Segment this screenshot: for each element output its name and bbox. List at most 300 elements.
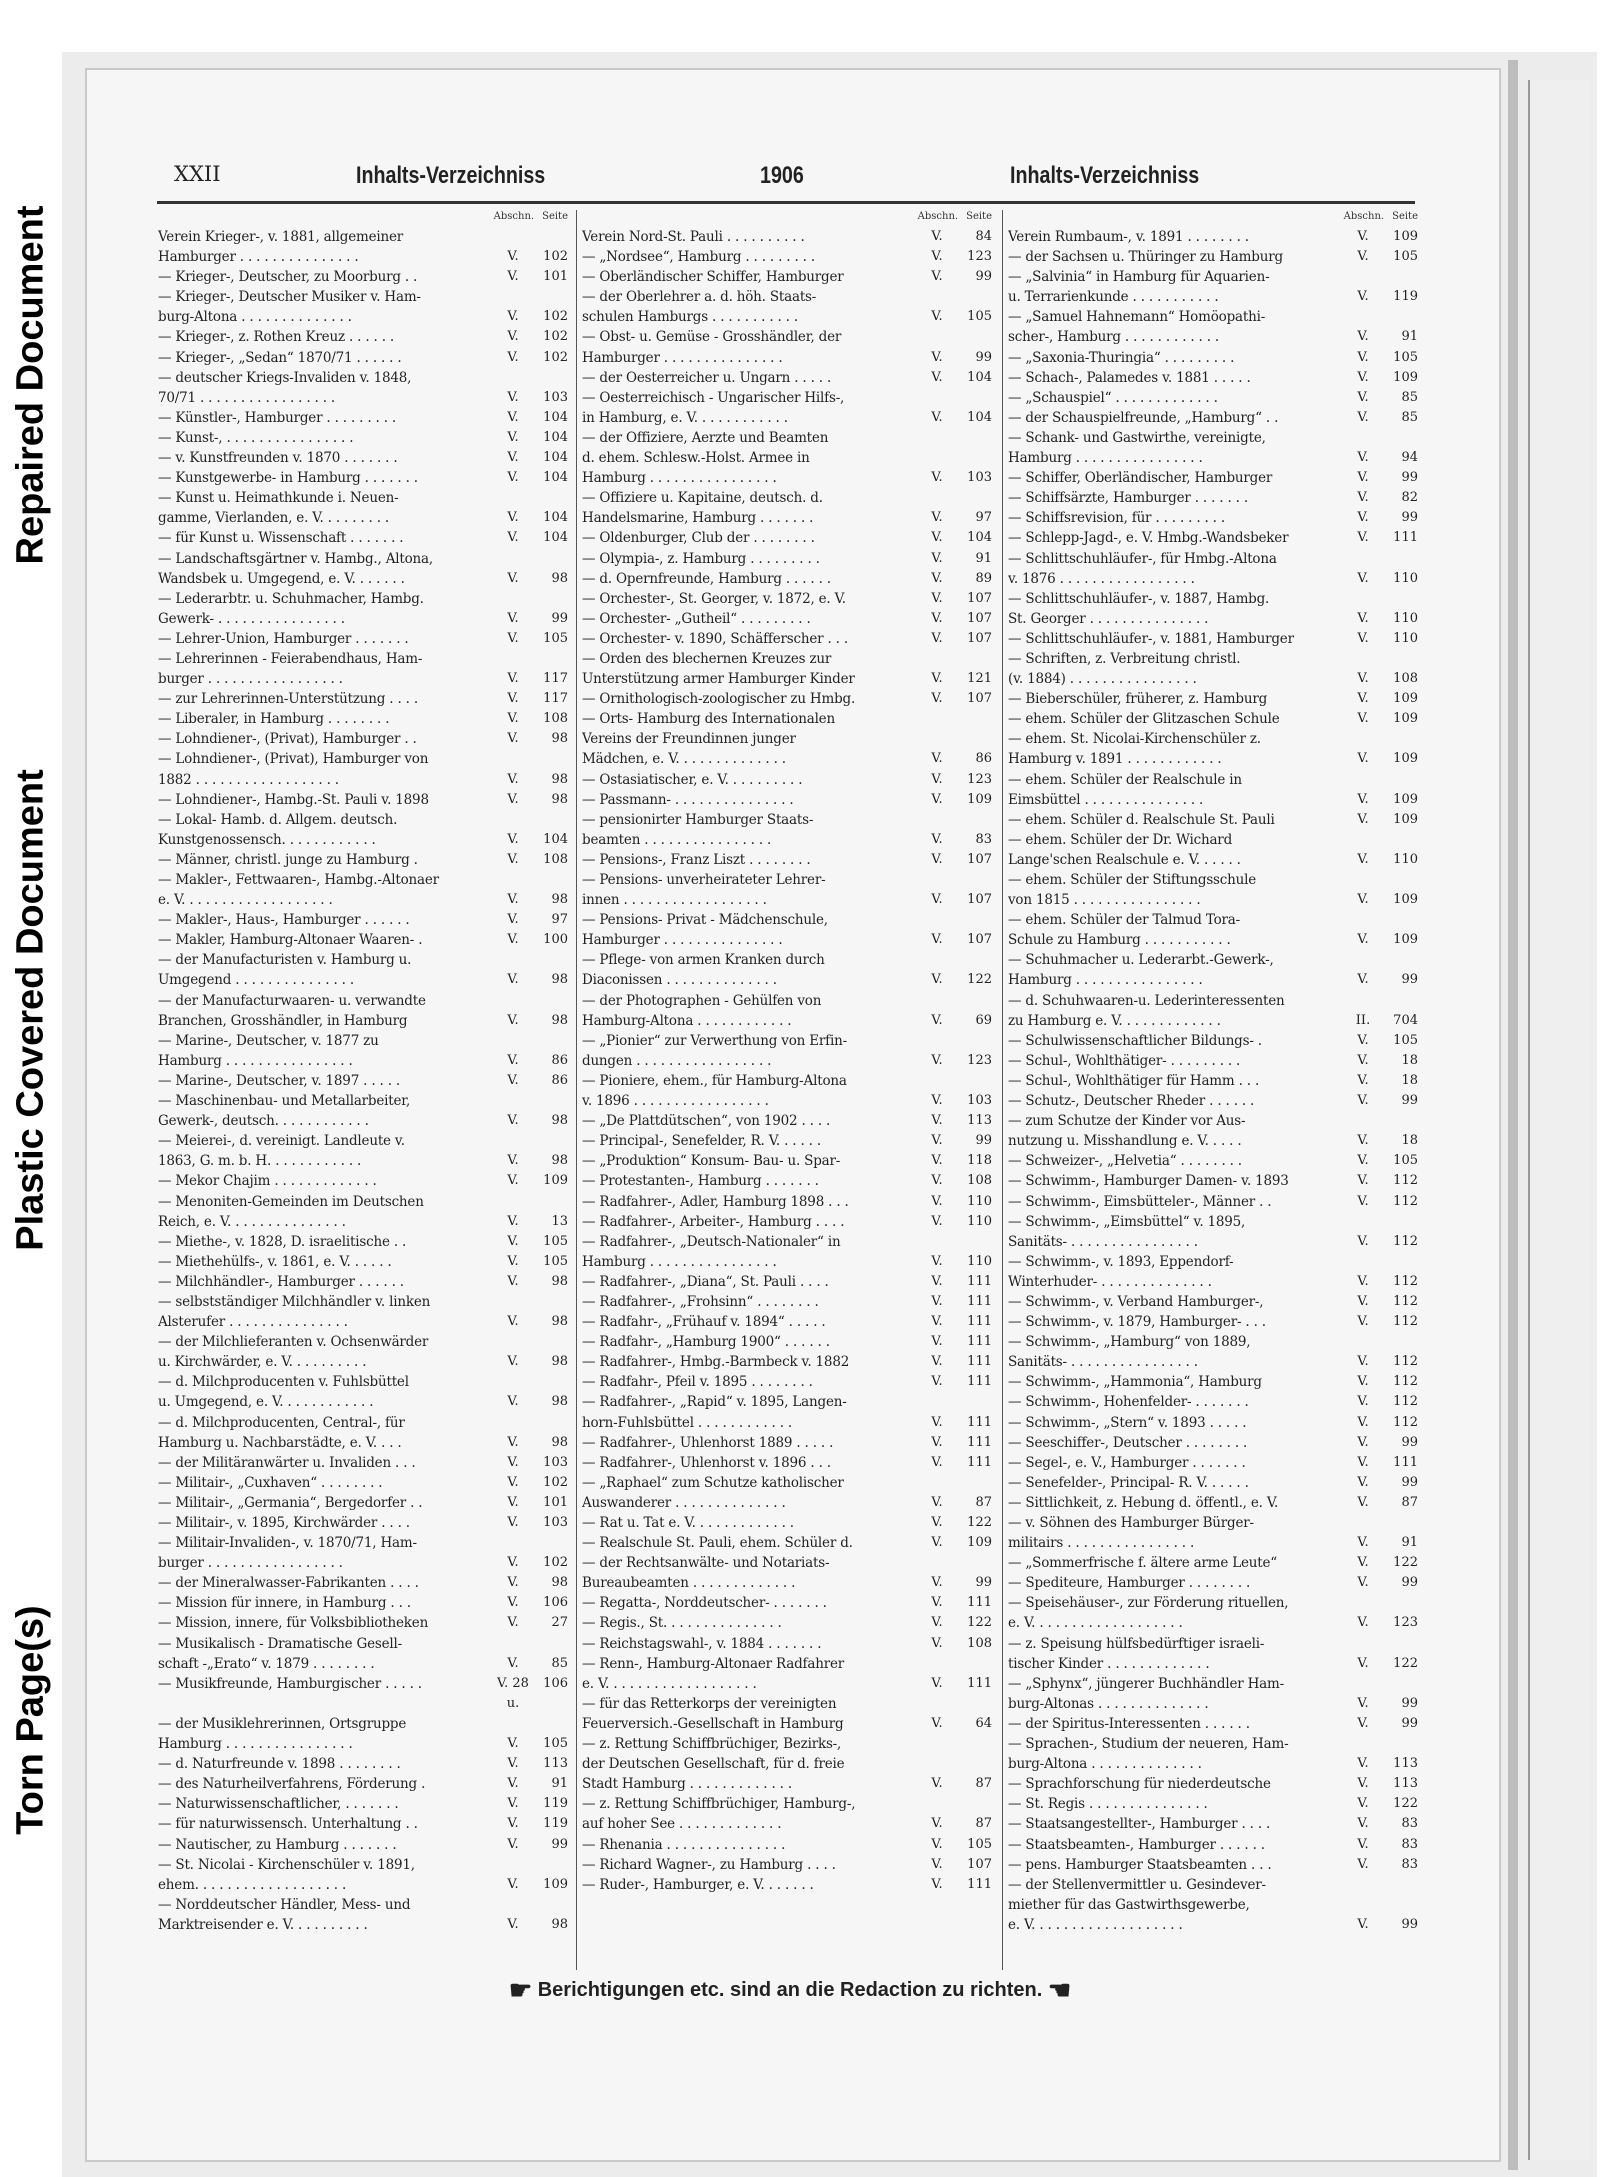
index-entry: [582, 1272, 992, 1292]
entry-section: V.: [507, 671, 519, 687]
index-entry: [1008, 1212, 1418, 1232]
index-entry: [1008, 247, 1418, 267]
entry-text: — Mekor Chajim . . . . . . . . . . . . .: [158, 1173, 377, 1190]
entry-section: V.: [507, 731, 519, 747]
entry-text: — Landschaftsgärtner v. Hambg., Altona,: [158, 550, 433, 567]
index-entry: [582, 669, 992, 689]
entry-text: — Norddeutscher Händler, Mess- und: [158, 1896, 411, 1913]
entry-text: — Radfahrer-, Arbeiter-, Hamburg . . . .: [582, 1213, 845, 1230]
entry-page: 108: [967, 1173, 992, 1189]
index-entry: [1008, 1513, 1418, 1533]
entry-page: 122: [1393, 1796, 1418, 1812]
index-entry: [582, 870, 992, 890]
entry-text: — d. Schuhwaaren-u. Lederinteressenten: [1008, 992, 1285, 1009]
entry-text: — Militair-Invaliden-, v. 1870/71, Ham-: [158, 1535, 417, 1552]
entry-page: 99: [1401, 510, 1418, 526]
index-entry: [582, 1654, 992, 1674]
index-entry: [582, 227, 992, 247]
entry-text: — Lehrer-Union, Hamburger . . . . . . .: [158, 630, 409, 647]
entry-section: V.: [1357, 1233, 1369, 1249]
entry-section: V.: [931, 570, 943, 586]
entry-section: V.: [931, 691, 943, 707]
entry-text: — ehem. Schüler d. Realschule St. Pauli: [1008, 811, 1275, 828]
entry-text: burger . . . . . . . . . . . . . . . . .: [158, 671, 343, 688]
entry-text: Auswanderer . . . . . . . . . . . . . .: [582, 1494, 786, 1511]
entry-section: V.: [507, 932, 519, 948]
entry-section: V.: [507, 1916, 519, 1932]
index-entry: [582, 1774, 992, 1794]
entry-page: 109: [967, 1535, 992, 1551]
entry-section: V.: [507, 1273, 519, 1289]
entry-text: Hamburg . . . . . . . . . . . . . . . .: [1008, 450, 1203, 467]
entry-section: V.: [1357, 1032, 1369, 1048]
index-entry: [158, 1433, 568, 1453]
entry-section: V.: [507, 309, 519, 325]
entry-text: — Schwimm-, v. Verband Hamburger-,: [1008, 1293, 1264, 1310]
index-entry: [582, 1011, 992, 1031]
index-entry: [582, 1392, 992, 1412]
entry-page: 110: [1393, 610, 1418, 626]
index-entry: [158, 669, 568, 689]
entry-page: 105: [543, 630, 568, 646]
entry-text: — „De Plattdütschen“, von 1902 . . . .: [582, 1113, 831, 1130]
index-entry: [1008, 348, 1418, 368]
index-entry: [158, 1151, 568, 1171]
entry-text: — z. Rettung Schiffbrüchiger, Hamburg-,: [582, 1796, 856, 1813]
entry-text: innen . . . . . . . . . . . . . . . . . .: [582, 892, 767, 909]
index-entry: [1008, 1473, 1418, 1493]
entry-section: V.: [1357, 791, 1369, 807]
entry-page: 94: [1401, 450, 1418, 466]
entry-page: 110: [1393, 630, 1418, 646]
entry-page: 109: [1393, 791, 1418, 807]
index-entry: [582, 368, 992, 388]
index-entry: [582, 830, 992, 850]
index-entry: [158, 910, 568, 930]
index-entry: [582, 629, 992, 649]
entry-text: — Sprachforschung für niederdeutsche: [1008, 1776, 1271, 1793]
entry-page: 85: [551, 1655, 568, 1671]
entry-page: 87: [975, 1776, 992, 1792]
entry-page: 83: [1401, 1856, 1418, 1872]
entry-page: 122: [967, 1615, 992, 1631]
index-entry: [582, 1553, 992, 1573]
entry-section: V.: [507, 1354, 519, 1370]
index-entry: [158, 307, 568, 327]
index-entry: [1008, 1453, 1418, 1473]
entry-text: — „Pionier“ zur Verwerthung von Erfin-: [582, 1032, 847, 1049]
entry-section: V.: [931, 1213, 943, 1229]
index-entry: [582, 991, 992, 1011]
entry-text: — Ruder-, Hamburger, e. V. . . . . . .: [582, 1876, 814, 1893]
entry-page: 91: [1401, 329, 1418, 345]
entry-page: 103: [967, 470, 992, 486]
entry-text: scher-, Hamburg . . . . . . . . . . . .: [1008, 329, 1220, 346]
entry-text: — Bieberschüler, früherer, z. Hamburg: [1008, 691, 1268, 708]
entry-text: — Regis., St. . . . . . . . . . . . . . .: [582, 1615, 782, 1632]
entry-section: V.: [931, 831, 943, 847]
side-label-strip: [0, 0, 62, 2177]
entry-text: — Krieger-, Deutscher, zu Moorburg . .: [158, 269, 418, 286]
entry-text: — Lehrerinnen - Feierabendhaus, Ham-: [158, 650, 423, 667]
index-entry: [582, 1131, 992, 1151]
entry-text: — Principal-, Senefelder, R. V. . . . . .: [582, 1133, 821, 1150]
index-entry: [1008, 890, 1418, 910]
entry-section: V.: [507, 1515, 519, 1530]
entry-text: — Radfahrer-, Uhlenhorst v. 1896 . . .: [582, 1454, 831, 1471]
entry-text: e. V. . . . . . . . . . . . . . . . . . .: [582, 1675, 757, 1692]
entry-text: — der Stellenvermittler u. Gesindever-: [1008, 1876, 1266, 1893]
entry-text: e. V. . . . . . . . . . . . . . . . . . .: [1008, 1916, 1183, 1933]
index-entry: [582, 1071, 992, 1091]
entry-text: — Lohndiener-, (Privat), Hamburger . .: [158, 731, 417, 748]
index-entry: [582, 749, 992, 769]
entry-page: 101: [543, 269, 568, 285]
index-entry: [1008, 368, 1418, 388]
index-entry: [582, 950, 992, 970]
index-entry: [582, 589, 992, 609]
entry-text: — Pioniere, ehem., für Hamburg-Altona: [582, 1072, 847, 1089]
entry-text: 1863, G. m. b. H. . . . . . . . . . . .: [158, 1153, 362, 1170]
entry-page: 104: [543, 409, 568, 425]
entry-page: 98: [551, 1434, 568, 1450]
index-entry: [582, 1433, 992, 1453]
entry-text: — Radfahrer-, Adler, Hamburg 1898 . . .: [582, 1193, 849, 1210]
entry-text: — Schwimm-, „Hamburg“ von 1889,: [1008, 1334, 1251, 1351]
entry-text: — selbstständiger Milchhändler v. linken: [158, 1293, 431, 1310]
entry-section: V.: [1357, 1173, 1369, 1189]
entry-text: — Seeschiffer-, Deutscher . . . . . . . .: [1008, 1434, 1248, 1451]
entry-page: 86: [551, 1052, 568, 1068]
entry-text: schaft -„Erato“ v. 1879 . . . . . . . .: [158, 1655, 375, 1672]
entry-page: 85: [1401, 409, 1418, 425]
entry-text: d. ehem. Schlesw.-Holst. Armee in: [582, 450, 810, 467]
entry-page: 102: [543, 329, 568, 345]
index-entry: [158, 970, 568, 990]
index-entry: [582, 1734, 992, 1754]
index-entry: [582, 1151, 992, 1171]
entry-page: 83: [1401, 1816, 1418, 1832]
entry-text: — Kunstgewerbe- in Hamburg . . . . . . .: [158, 470, 418, 487]
entry-text: — Makler-, Fettwaaren-, Hambg.-Altonaer: [158, 872, 439, 888]
entry-text: in Hamburg, e. V. . . . . . . . . . . .: [582, 409, 788, 426]
entry-section: V.: [1357, 1916, 1369, 1932]
entry-page: 98: [551, 731, 568, 747]
index-entry: [158, 1513, 568, 1533]
entry-text: — der Musiklehrerinnen, Ortsgruppe: [158, 1715, 407, 1732]
index-entry: [158, 629, 568, 649]
index-entry: [1008, 1734, 1418, 1754]
column-divider: [1002, 210, 1003, 1970]
index-entry: [1008, 287, 1418, 307]
entry-section: V.: [507, 1072, 519, 1088]
entry-page: 111: [967, 1314, 992, 1330]
entry-page: 98: [551, 1314, 568, 1330]
entry-section: V.: [507, 1796, 519, 1812]
entry-text: — Nautischer, zu Hamburg . . . . . . .: [158, 1836, 397, 1853]
entry-section: V.: [1357, 1293, 1369, 1309]
entry-text: schulen Hamburgs . . . . . . . . . . .: [582, 309, 798, 326]
entry-section: V.: [1357, 510, 1369, 526]
entry-text: — z. Rettung Schiffbrüchiger, Bezirks-,: [582, 1736, 842, 1753]
entry-page: 98: [551, 1153, 568, 1169]
entry-section: V.: [931, 1153, 943, 1169]
entry-text: militairs . . . . . . . . . . . . . . . .: [1008, 1535, 1195, 1552]
entry-page: 99: [1401, 1474, 1418, 1490]
index-column-2: [582, 207, 992, 1895]
index-entry: [158, 1754, 568, 1774]
entry-text: Feuerversich.-Gesellschaft in Hamburg: [582, 1715, 844, 1732]
entry-text: zu Hamburg e. V. . . . . . . . . . . . .: [1008, 1012, 1221, 1029]
entry-page: 111: [967, 1414, 992, 1430]
index-entry: [582, 388, 992, 408]
entry-section: V.: [931, 1434, 943, 1450]
entry-text: — „Salvinia“ in Hamburg für Aquarien-: [1008, 269, 1270, 286]
entry-section: V.: [1357, 1193, 1369, 1209]
entry-text: u. Kirchwärder, e. V. . . . . . . . . .: [158, 1354, 367, 1371]
index-entry: [158, 770, 568, 790]
header-title-right: Inhalts-Verzeichniss: [1010, 162, 1200, 189]
entry-page: 106: [543, 1675, 568, 1691]
index-entry: [1008, 1573, 1418, 1593]
entry-section: V.: [1357, 1535, 1369, 1551]
entry-section: V.: [507, 771, 519, 787]
entry-text: — „Saxonia-Thuringia“ . . . . . . . . .: [1008, 349, 1235, 366]
entry-text: — Offiziere u. Kapitaine, deutsch. d.: [582, 490, 823, 507]
entry-text: — Mission, innere, für Volksbibliotheken: [158, 1615, 429, 1632]
entry-text: Hamburg . . . . . . . . . . . . . . . .: [1008, 972, 1203, 989]
entry-text: Lange'schen Realschule e. V. . . . . .: [1008, 851, 1241, 868]
entry-text: Diaconissen . . . . . . . . . . . . . .: [582, 972, 777, 989]
index-entry: [158, 1855, 568, 1875]
entry-page: 110: [1393, 570, 1418, 586]
index-entry: [1008, 1634, 1418, 1654]
index-entry: [1008, 649, 1418, 669]
index-entry: [582, 1252, 992, 1272]
footer-text: Berichtigungen etc. sind an die Redaction zu richten.: [537, 1978, 1043, 2001]
entry-page: 111: [967, 1454, 992, 1470]
entry-page: 107: [967, 590, 992, 606]
entry-text: — d. Milchproducenten v. Fuhlsbüttel: [158, 1374, 409, 1391]
entry-text: — Lederarbtr. u. Schuhmacher, Hambg.: [158, 590, 424, 607]
entry-text: — d. Naturfreunde v. 1898 . . . . . . . .: [158, 1756, 401, 1773]
entry-section: V.: [931, 470, 943, 486]
entry-text: 70/71 . . . . . . . . . . . . . . . . .: [158, 389, 336, 406]
entry-text: Handelsmarine, Hamburg . . . . . . .: [582, 510, 814, 527]
entry-section: V.: [1357, 1856, 1369, 1872]
entry-page: 102: [543, 349, 568, 365]
index-entry: [1008, 468, 1418, 488]
entry-page: 104: [967, 530, 992, 546]
entry-page: 111: [967, 1675, 992, 1691]
entry-text: burg-Altona . . . . . . . . . . . . . .: [158, 309, 352, 326]
entry-section: V.: [1357, 751, 1369, 767]
entry-text: — Schwimm-, v. 1879, Hamburger- . . .: [1008, 1314, 1266, 1331]
entry-section: V.: [1357, 1756, 1369, 1772]
index-entry: [1008, 770, 1418, 790]
entry-page: 111: [1393, 1454, 1418, 1470]
entry-page: 87: [975, 1816, 992, 1832]
entry-section: V.: [507, 1213, 519, 1229]
entry-text: — Schweizer-, „Helvetia“ . . . . . . . .: [1008, 1153, 1242, 1170]
index-entry: [1008, 689, 1418, 709]
entry-text: — „Schauspiel“ . . . . . . . . . . . . .: [1008, 389, 1218, 406]
entry-text: Reich, e. V. . . . . . . . . . . . . . .: [158, 1213, 346, 1230]
entry-page: 109: [1393, 811, 1418, 827]
entry-text: — Obst- u. Gemüse - Grosshändler, der: [582, 329, 842, 346]
entry-text: miether für das Gastwirthsgewerbe,: [1008, 1896, 1250, 1913]
entry-text: — Radfahr-, Pfeil v. 1895 . . . . . . . .: [582, 1374, 813, 1391]
entry-page: 122: [967, 972, 992, 988]
entry-page: 123: [967, 771, 992, 787]
index-entry: [1008, 1433, 1418, 1453]
entry-section: V.: [1357, 811, 1369, 827]
entry-page: 99: [1401, 1575, 1418, 1591]
index-entry: [582, 770, 992, 790]
entry-section: V.: [931, 1715, 943, 1731]
index-entry: [158, 1031, 568, 1051]
entry-text: — Olympia-, z. Hamburg . . . . . . . . .: [582, 550, 820, 567]
entry-text: — Marine-, Deutscher, v. 1877 zu: [158, 1032, 379, 1049]
entry-text: — der Manufacturisten v. Hamburg u.: [158, 952, 412, 969]
entry-page: 83: [1401, 1836, 1418, 1852]
entry-section: V.: [1357, 1836, 1369, 1852]
entry-section: V.: [507, 450, 519, 466]
index-entry: [158, 1453, 568, 1473]
entry-section: V.: [1357, 409, 1369, 425]
entry-text: horn-Fuhlsbüttel . . . . . . . . . . . .: [582, 1414, 793, 1431]
index-entry: [158, 589, 568, 609]
entry-section: V.: [507, 1454, 519, 1470]
index-entry: [582, 1473, 992, 1493]
index-entry: [158, 1734, 568, 1754]
entry-text: — Marine-, Deutscher, v. 1897 . . . . .: [158, 1072, 400, 1089]
index-entry: [582, 649, 992, 669]
index-entry: [582, 468, 992, 488]
entry-page: 111: [967, 1434, 992, 1450]
entry-text: Winterhuder- . . . . . . . . . . . . . .: [1008, 1273, 1212, 1290]
index-entry: [158, 327, 568, 347]
index-entry: [158, 1312, 568, 1332]
entry-text: — Schwimm-, Hohenfelder- . . . . . . .: [1008, 1394, 1249, 1411]
entry-text: — Pflege- von armen Kranken durch: [582, 952, 825, 969]
index-entry: [158, 1794, 568, 1814]
entry-text: — ehem. St. Nicolai-Kirchenschüler z.: [1008, 731, 1261, 748]
entry-page: 97: [975, 510, 992, 526]
entry-text: — Kunst u. Heimathkunde i. Neuen-: [158, 490, 399, 507]
seite-heading: Seite: [1392, 211, 1418, 222]
index-entry: [582, 1694, 992, 1714]
entry-text: — Orts- Hamburg des Internationalen: [582, 711, 835, 728]
entry-page: 106: [543, 1595, 568, 1611]
index-entry: [582, 1192, 992, 1212]
index-entry: [1008, 327, 1418, 347]
entry-text: Vereins der Freundinnen junger: [582, 731, 796, 748]
index-entry: [158, 1613, 568, 1633]
entry-text: — Musikfreunde, Hamburgischer . . . . .: [158, 1675, 422, 1692]
index-entry: [582, 348, 992, 368]
entry-text: — Schuhmacher u. Lederarbt.-Gewerk-,: [1008, 952, 1274, 969]
entry-page: 104: [543, 450, 568, 466]
index-entry: [582, 689, 992, 709]
entry-section: V.: [1357, 249, 1369, 265]
index-entry: [1008, 1091, 1418, 1111]
index-entry: [158, 1272, 568, 1292]
entry-page: 108: [543, 851, 568, 867]
index-entry: [582, 1754, 992, 1774]
entry-section: V.: [931, 892, 943, 908]
entry-text: — St. Regis . . . . . . . . . . . . . . .: [1008, 1796, 1208, 1813]
entry-section: V.: [931, 1374, 943, 1390]
index-entry: [1008, 709, 1418, 729]
entry-section: V.: [931, 1293, 943, 1309]
entry-section: V.: [507, 711, 519, 727]
entry-page: 99: [551, 610, 568, 626]
index-entry: [158, 428, 568, 448]
abschn-heading: Abschn.: [1343, 211, 1385, 222]
entry-text: Gewerk-, deutsch. . . . . . . . . . . .: [158, 1113, 369, 1130]
entry-page: 98: [551, 1273, 568, 1289]
entry-page: 111: [1393, 530, 1418, 546]
entry-section: V.: [1357, 1052, 1369, 1068]
entry-section: V.: [931, 349, 943, 365]
index-entry: [582, 790, 992, 810]
index-entry: [1008, 1332, 1418, 1352]
entry-section: V.: [1357, 490, 1369, 506]
entry-section: V.: [1357, 630, 1369, 646]
entry-text: Hamburg-Altona . . . . . . . . . . . .: [582, 1012, 792, 1029]
entry-page: 110: [967, 1213, 992, 1229]
entry-section: V.: [1357, 1093, 1369, 1109]
entry-page: 104: [967, 409, 992, 425]
entry-text: — „Sommerfrische f. ältere arme Leute“: [1008, 1555, 1277, 1572]
index-entry: [582, 549, 992, 569]
entry-text: — Segel-, e. V., Hamburger . . . . . . .: [1008, 1454, 1246, 1471]
index-entry: [582, 1674, 992, 1694]
side-label-repaired: Repaired Document: [9, 205, 52, 565]
entry-text: Unterstützung armer Hamburger Kinder: [582, 671, 855, 688]
entry-text: — ehem. Schüler der Realschule in: [1008, 771, 1242, 788]
entry-section: V.: [1357, 1454, 1369, 1470]
index-entry: [1008, 1613, 1418, 1633]
index-entry: [158, 1392, 568, 1412]
entry-page: 103: [967, 1093, 992, 1109]
entry-text: — der Spiritus-Interessenten . . . . . .: [1008, 1715, 1250, 1732]
entry-section: V.: [931, 932, 943, 948]
entry-text: — Makler-, Haus-, Hamburger . . . . . .: [158, 912, 410, 929]
entry-text: — Liberaler, in Hamburg . . . . . . . .: [158, 711, 390, 728]
index-entry: [158, 1352, 568, 1372]
pointing-hand-left-icon: ☚: [1047, 1975, 1072, 2005]
entry-section: V.: [1357, 1354, 1369, 1370]
entry-text: — Makler, Hamburg-Altonaer Waaren- .: [158, 932, 423, 949]
index-entry: [1008, 1131, 1418, 1151]
entry-section: V.: [931, 409, 943, 425]
entry-text: Verein Rumbaum-, v. 1891 . . . . . . . .: [1008, 229, 1249, 245]
entry-section: V.: [507, 570, 519, 586]
index-entry: [158, 1533, 568, 1553]
entry-text: — zur Lehrerinnen-Unterstützung . . . .: [158, 691, 418, 708]
entry-section: V.: [507, 409, 519, 425]
index-entry: [158, 1091, 568, 1111]
index-entry: [582, 1714, 992, 1734]
entry-page: 99: [1401, 1916, 1418, 1932]
entry-page: 18: [1401, 1133, 1418, 1149]
entry-section: V.: [931, 791, 943, 807]
entry-page: 112: [1393, 1414, 1418, 1430]
index-entry: [1008, 1292, 1418, 1312]
entry-page: 99: [975, 1133, 992, 1149]
